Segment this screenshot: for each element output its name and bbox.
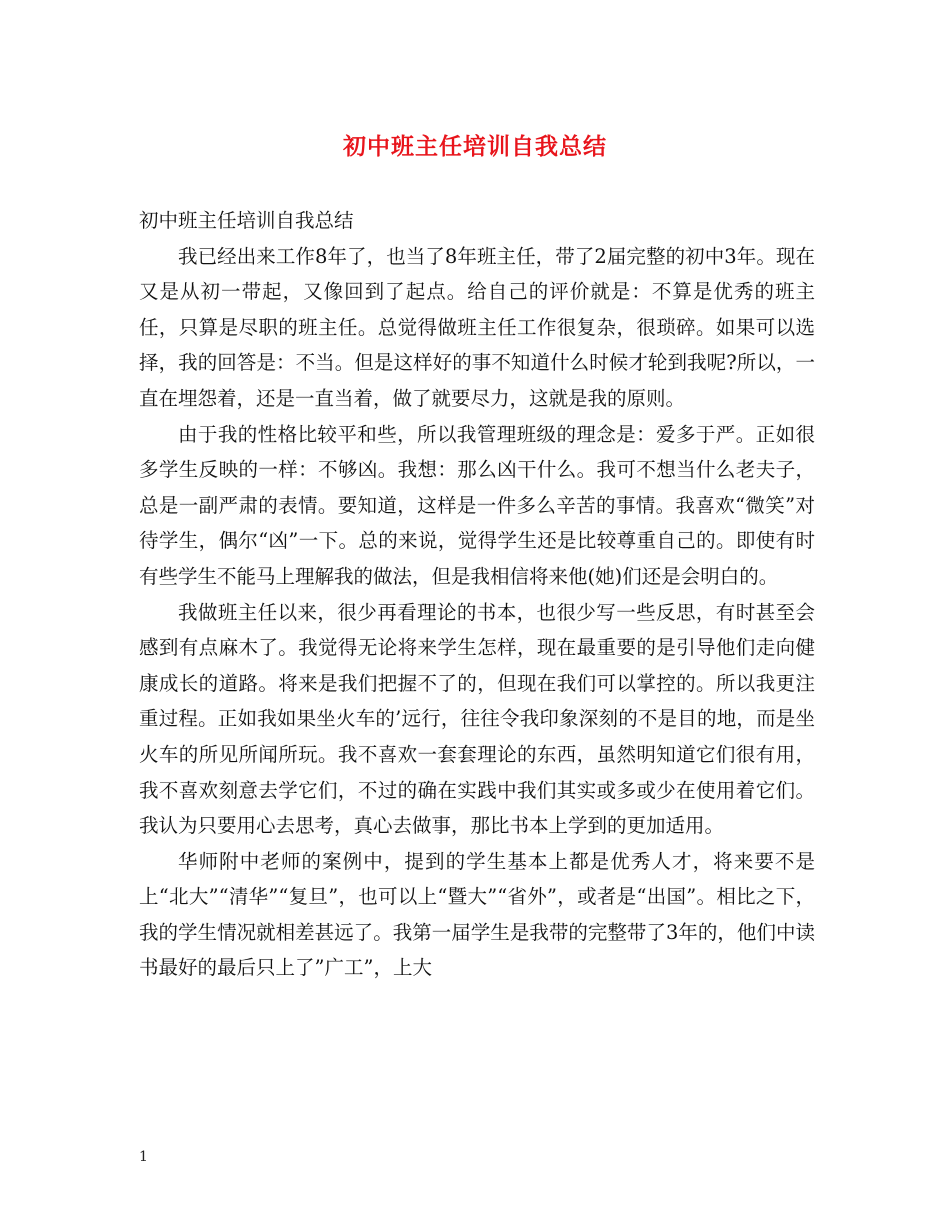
paragraph-2: 由于我的性格比较平和些，所以我管理班级的理念是：爱多于严。正如很多学生反映的一样：不够凶。我想：那么凶干什么。我可不想当什么老夫子，总是一副严肃的表情。要知道，这样是一件多么辛苦的事情。我喜欢“微笑”对待学生，偶尔“凶”一下。总的来说，觉得学生还是比较尊重自己的。即使有时有些学生不能马上理解我的做法，但是我相信将来他(她)们还是会明白的。: [139, 422, 815, 588]
paragraph-4: 华师附中老师的案例中，提到的学生基本上都是优秀人才，将来要不是上“北大”“清华”“复旦”，也可以上“暨大”“省外”，或者是“出国”。相比之下，我的学生情况就相差甚远了。我第一届学生是我带的完整带了3年的，他们中读书最好的最后只上了”广工”，上大: [139, 849, 815, 980]
paragraph-3: 我做班主任以来，很少再看理论的书本，也很少写一些反思，有时甚至会感到有点麻木了。我觉得无论将来学生怎样，现在最重要的是引导他们走向健康成长的道路。将来是我们把握不了的，但现在我们可以掌控的。所以我更注重过程。正如我如果坐火车的’远行，往往令我印象深刻的不是目的地，而是坐火车的所见所闻所玩。我不喜欢一套套理论的东西，虽然明知道它们很有用，我不喜欢刻意去学它们，不过的确在实践中我们其实或多或少在使用着它们。我认为只要用心去思考，真心去做事，那比书本上学到的更加适用。: [139, 600, 815, 838]
document-subtitle: 初中班主任培训自我总结: [139, 209, 354, 232]
page-number: 1: [139, 1149, 148, 1165]
document-title: 初中班主任培训自我总结: [343, 133, 607, 160]
paragraph-1: 我已经出来工作8年了，也当了8年班主任，带了2届完整的初中3年。现在又是从初一带起，又像回到了起点。给自己的评价就是：不算是优秀的班主任，只算是尽职的班主任。总觉得做班主任工作很复杂，很琐碎。如果可以选择，我的回答是：不当。但是这样好的事不知道什么时候才轮到我呢?所以，一直在埋怨着，还是一直当着，做了就要尽力，这就是我的原则。: [139, 244, 815, 410]
document-body: [139, 203, 815, 986]
